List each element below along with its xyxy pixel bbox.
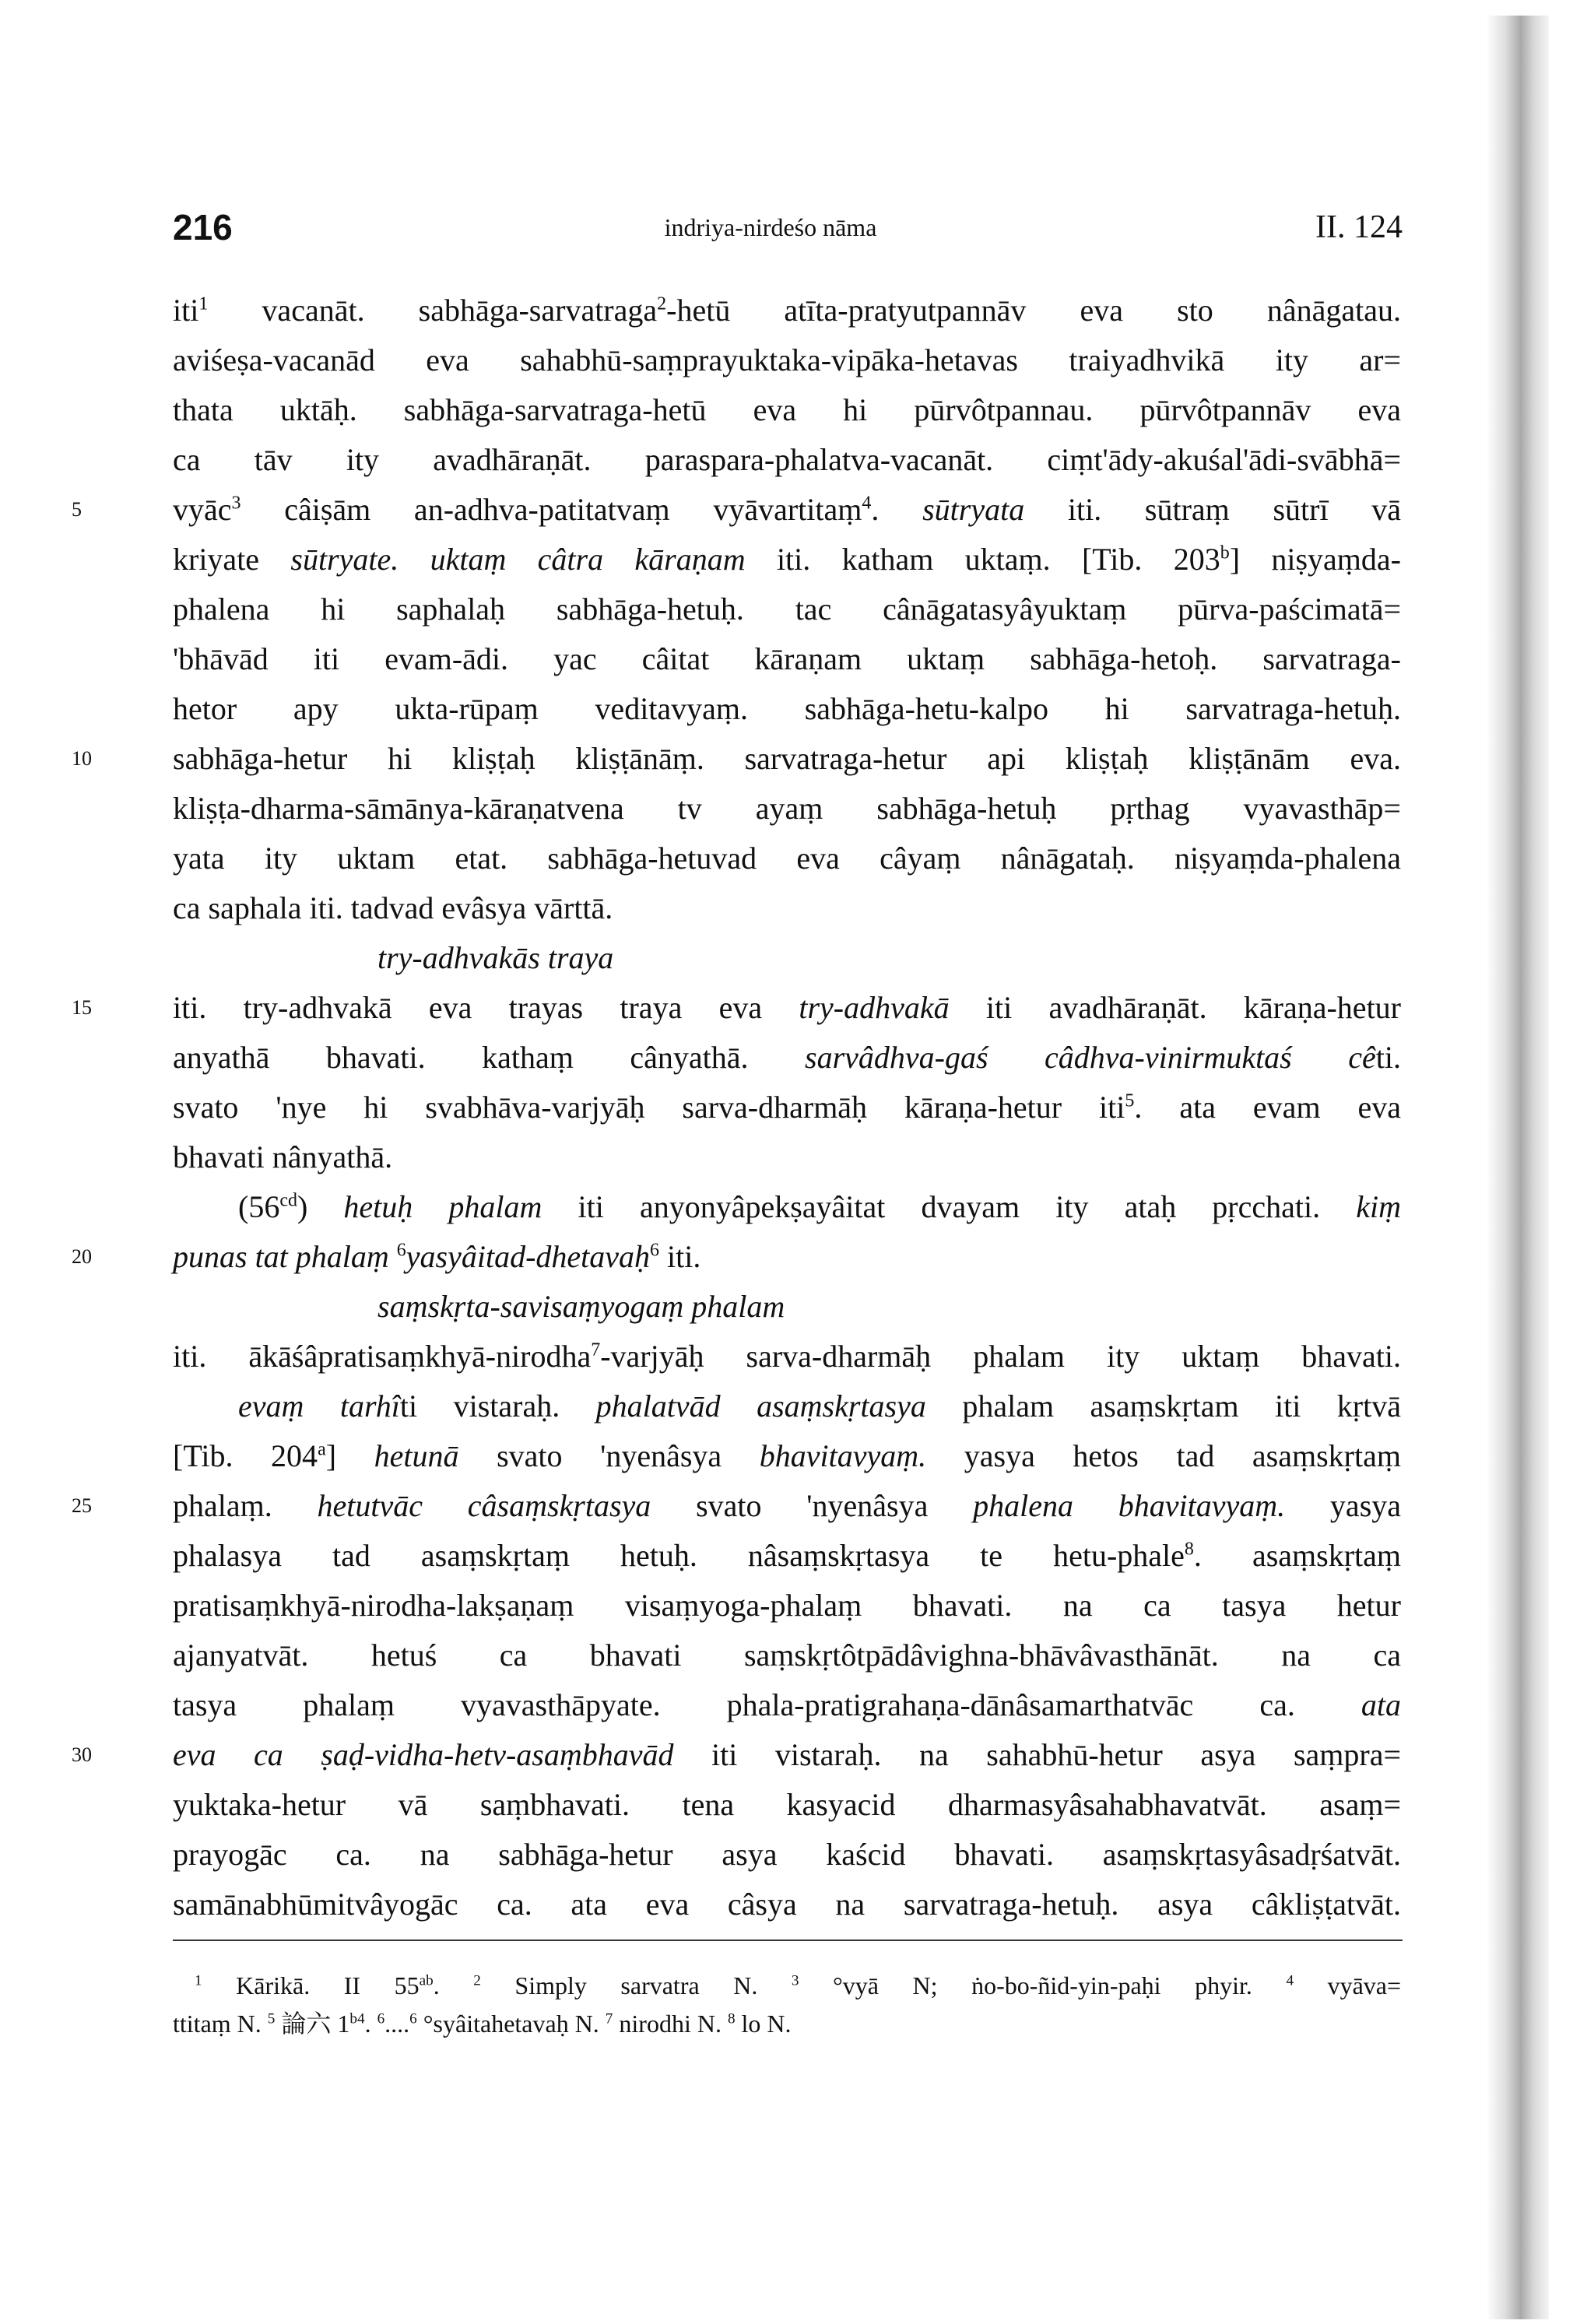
text-run: iti. ākāśâpratisaṃkhyā-nirodha (173, 1339, 592, 1374)
scan-page-edge (1487, 16, 1549, 2319)
superscript-ref: 5 (1125, 1090, 1135, 1111)
text-line (173, 734, 1401, 784)
text-run: yasya (1285, 1488, 1402, 1523)
superscript-ref: 6 (377, 2010, 385, 2027)
text-run: ttitaṃ N. (173, 2010, 268, 2038)
superscript-ref: 6 (409, 2010, 417, 2027)
text-line (173, 1581, 1401, 1631)
text-run: ti. (1375, 1040, 1401, 1075)
running-head: indriya-nirdeśo nāma (664, 213, 877, 241)
text-line (173, 1780, 1401, 1830)
superscript-ref: cd (279, 1190, 297, 1211)
italic-text: phalatvād asaṃskṛtasya (595, 1388, 926, 1424)
text-run: yasya hetos tad asaṃskṛtaṃ (926, 1438, 1401, 1473)
superscript-ref: ab (419, 1972, 434, 1989)
italic-text: yasyâitad-dhetavaḥ (406, 1239, 651, 1274)
text-line (173, 1730, 1401, 1780)
text-line (173, 1232, 1401, 1282)
text-line (173, 1531, 1401, 1581)
text-run: iti (173, 293, 199, 328)
superscript-ref: 3 (231, 493, 241, 514)
footnote-line (173, 2005, 1401, 2042)
text-run: iti. try-adhvakā eva trayas traya eva (173, 990, 799, 1025)
text-run: ti vistaraḥ. (399, 1388, 596, 1424)
italic-text: phalena bhavitavyaṃ. (973, 1488, 1286, 1523)
text-run: nirodhi N. (613, 2010, 728, 2038)
text-line (173, 1880, 1401, 1929)
text-run: ca tāv ity avadhāraṇāt. paraspara-phalatva-vacanāt. ciṃt'ādy-akuśal'ādi-svābhā= (173, 442, 1401, 477)
superscript-ref: 7 (605, 2010, 613, 2027)
section-reference: II. 124 (1315, 209, 1403, 245)
text-run: ) (297, 1189, 344, 1224)
text-run: . ata evam eva (1134, 1090, 1402, 1125)
text-line (377, 933, 1401, 983)
text-run: ] niṣyaṃda- (1229, 542, 1401, 577)
line-number: 10 (72, 747, 92, 770)
line-number: 25 (72, 1494, 92, 1517)
superscript-ref: 3 (791, 1972, 799, 1989)
text-run: 論六 1 (275, 2010, 350, 2038)
italic-text: sarvâdhva-gaś câdhva-vinirmuktaś cê (805, 1040, 1376, 1075)
text-line (173, 1083, 1401, 1132)
italic-text: eva ca ṣaḍ-vidha-hetv-asaṃbhavād (173, 1737, 674, 1772)
superscript-ref: a (318, 1439, 326, 1460)
italic-text: uktaṃ câtra kāraṇam (430, 542, 746, 577)
text-run: svato 'nye hi svabhāva-varjyāḥ sarva-dharmāḥ kāraṇa-hetur iti (173, 1090, 1125, 1125)
text-line (173, 1132, 1401, 1182)
text-run: iti anyonyâpekṣayâitat dvayam ity ataḥ pṛcchati. (542, 1189, 1357, 1224)
text-run: vacanāt. sabhāga-sarvatraga (208, 293, 658, 328)
text-line (173, 883, 1401, 933)
text-run: °syâitahetavaḥ N. (416, 2010, 606, 2038)
superscript-ref: 2 (657, 293, 667, 314)
text-line (173, 1830, 1401, 1880)
text-line (173, 335, 1401, 385)
text-run: -hetū atīta-pratyutpannāv eva sto nânāgatau. (666, 293, 1401, 328)
text-line (173, 385, 1401, 435)
text-run: iti. (659, 1239, 701, 1274)
text-line (173, 634, 1401, 684)
text-run: samānabhūmitvâyogāc ca. ata eva câsya na sarvatraga-hetuḥ. asya câkliṣṭatvāt. (173, 1887, 1401, 1922)
text-line (173, 1481, 1401, 1531)
footnote-rule (173, 1940, 1403, 1941)
text-run: aviśeṣa-vacanād eva sahabhū-saṃprayuktaka-vipāka-hetavas traiyadhvikā ity ar= (173, 342, 1401, 377)
superscript-ref: 8 (727, 2010, 736, 2027)
line-number: 5 (72, 498, 82, 521)
text-run: câiṣām an-adhva-patitatvaṃ vyāvartitaṃ (241, 492, 862, 527)
text-run: 'bhāvād iti evam-ādi. yac câitat kāraṇam uktaṃ sabhāga-hetoḥ. sarvatraga- (173, 641, 1401, 676)
text-run: phalasya tad asaṃskṛtaṃ hetuḥ. nâsaṃskṛtasya te hetu-phale (173, 1538, 1185, 1573)
superscript-ref: 4 (862, 493, 872, 514)
text-line (173, 1332, 1401, 1381)
line-number: 15 (72, 996, 92, 1019)
text-run: kliṣṭa-dharma-sāmānya-kāraṇatvena tv ayaṃ sabhāga-hetuḥ pṛthag vyavasthāp= (173, 791, 1401, 826)
italic-text: punas tat phalaṃ (173, 1239, 397, 1274)
text-line (173, 435, 1401, 485)
text-run: vyāva= (1294, 1971, 1402, 1999)
superscript-ref: b4 (349, 2010, 365, 2027)
text-run: bhavati nânyathā. (173, 1139, 393, 1174)
italic-text: try-adhvakās traya (377, 940, 614, 975)
text-run: ca saphala iti. tadvad evâsya vārttā. (173, 890, 613, 925)
text-run: sabhāga-hetur hi kliṣṭaḥ kliṣṭānāṃ. sarvatraga-hetur api kliṣṭaḥ kliṣṭānām eva. (173, 741, 1401, 776)
text-run: ] (325, 1438, 374, 1473)
superscript-ref: 7 (591, 1339, 601, 1360)
text-run: lo N. (735, 2010, 792, 2038)
text-run: . (433, 1971, 474, 1999)
text-run: pratisaṃkhyā-nirodha-lakṣaṇaṃ visaṃyoga-phalaṃ bhavati. na ca tasya hetur (173, 1588, 1401, 1623)
text-run: iti vistaraḥ. na sahabhū-hetur asya saṃpra= (673, 1737, 1402, 1772)
text-line (173, 834, 1401, 883)
text-run: . (871, 492, 923, 527)
text-line (238, 1381, 1401, 1431)
text-run: phalena hi saphalaḥ sabhāga-hetuḥ. tac cânāgatasyâyuktaṃ pūrva-paścimatā= (173, 592, 1401, 627)
text-run: . asaṃskṛtaṃ (1193, 1538, 1401, 1573)
italic-text: sūtryate. (290, 542, 399, 577)
text-run: phalam asaṃskṛtam iti kṛtvā (925, 1388, 1401, 1424)
text-run: vyāc (173, 492, 232, 527)
superscript-ref: 5 (267, 2010, 276, 2027)
text-line (173, 983, 1401, 1033)
italic-text: evaṃ tarhî (238, 1388, 400, 1424)
text-run: (56 (238, 1189, 280, 1224)
text-run: ajanyatvāt. hetuś ca bhavati saṃskṛtôtpādâvighna-bhāvâvasthānāt. na ca (173, 1638, 1401, 1673)
text-run: Kārikā. II 55 (202, 1971, 420, 1999)
text-run: thata uktāḥ. sabhāga-sarvatraga-hetū eva hi pūrvôtpannau. pūrvôtpannāv eva (173, 392, 1401, 427)
footnote-line (195, 1967, 1401, 2004)
text-line (173, 485, 1401, 535)
text-run: [Tib. 204 (173, 1438, 318, 1473)
superscript-ref: 6 (396, 1240, 406, 1261)
text-line (377, 1282, 1401, 1332)
line-number: 30 (72, 1743, 92, 1766)
superscript-ref: 2 (473, 1972, 481, 1989)
superscript-ref: 4 (1286, 1972, 1294, 1989)
text-run: hetor apy ukta-rūpaṃ veditavyaṃ. sabhāga-hetu-kalpo hi sarvatraga-hetuḥ. (173, 691, 1401, 726)
italic-text: bhavitavyaṃ. (759, 1438, 927, 1473)
italic-text: saṃskṛta-savisaṃyogaṃ phalam (377, 1289, 785, 1324)
italic-text: hetunā (374, 1438, 459, 1473)
text-run: tasya phalaṃ vyavasthāpyate. phala-pratigrahaṇa-dānâsamarthatvāc ca. (173, 1687, 1361, 1722)
text-line (173, 1680, 1401, 1730)
italic-text: sūtryata (922, 492, 1025, 527)
text-run: -varjyāḥ sarva-dharmāḥ phalam ity uktaṃ bhavati. (600, 1339, 1401, 1374)
text-line (173, 535, 1401, 585)
line-number: 20 (72, 1245, 92, 1268)
text-run (399, 542, 430, 577)
italic-text: try-adhvakā (799, 990, 950, 1025)
text-line (173, 1033, 1401, 1083)
text-run: iti. katham uktaṃ. [Tib. 203 (745, 542, 1220, 577)
text-run: .... (384, 2010, 410, 2038)
italic-text: kiṃ (1356, 1189, 1401, 1224)
text-run: kriyate (173, 542, 291, 577)
text-run: anyathā bhavati. kathaṃ cânyathā. (173, 1040, 806, 1075)
text-run: svato 'nyenâsya (651, 1488, 974, 1523)
text-line (173, 585, 1401, 634)
text-run: phalaṃ. (173, 1488, 318, 1523)
superscript-ref: 8 (1184, 1539, 1194, 1560)
italic-text: hetutvāc câsaṃskṛtasya (317, 1488, 651, 1523)
superscript-ref: 6 (650, 1240, 660, 1261)
text-run: iti avadhāraṇāt. kāraṇa-hetur (949, 990, 1401, 1025)
text-run: Simply sarvatra N. (480, 1971, 792, 1999)
text-line (173, 1431, 1401, 1481)
text-run: svato 'nyenâsya (458, 1438, 760, 1473)
text-line (173, 1631, 1401, 1680)
italic-text: hetuḥ phalam (343, 1189, 542, 1224)
text-run: yuktaka-hetur vā saṃbhavati. tena kasyacid dharmasyâsahabhavatvāt. asaṃ= (173, 1787, 1401, 1822)
text-line (238, 1182, 1401, 1232)
text-line (173, 286, 1401, 335)
text-line (173, 784, 1401, 834)
text-run: . (364, 2010, 377, 2038)
text-run: yata ity uktam etat. sabhāga-hetuvad eva câyaṃ nânāgataḥ. niṣyaṃda-phalena (173, 841, 1401, 876)
italic-text: ata (1361, 1687, 1401, 1722)
text-line (173, 684, 1401, 734)
text-run: iti. sūtraṃ sūtrī vā (1024, 492, 1402, 527)
page-number: 216 (173, 207, 233, 247)
text-run: prayogāc ca. na sabhāga-hetur asya kaścid bhavati. asaṃskṛtasyâsadṛśatvāt. (173, 1837, 1401, 1872)
superscript-ref: b (1220, 542, 1230, 563)
text-run: °vyā N; ṅo-bo-ñid-yin-paḥi phyir. (799, 1971, 1287, 1999)
superscript-ref: 1 (198, 293, 209, 314)
superscript-ref: 1 (195, 1972, 202, 1989)
